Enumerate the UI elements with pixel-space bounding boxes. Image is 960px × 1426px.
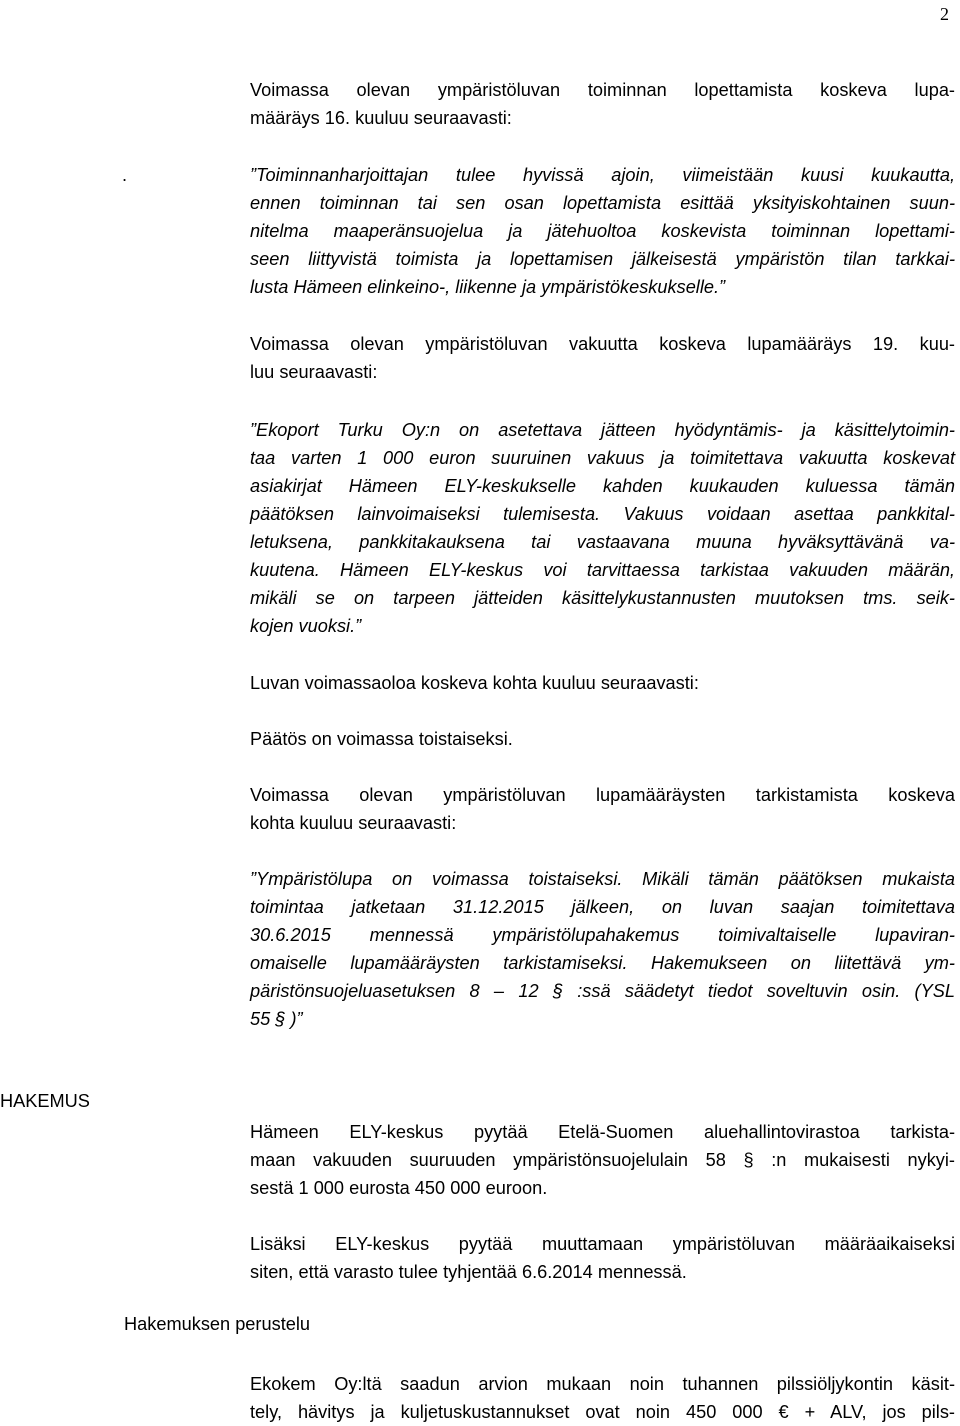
text-line: kuutena. Hämeen ELY-keskus voi tarvittaessa tarkistaa vakuuden määrän,	[250, 560, 955, 580]
text-line: Hämeen ELY-keskus pyytää Etelä-Suomen aluehallintovirastoa tarkista-	[250, 1122, 955, 1142]
text-line: letuksena, pankkitakauksena tai vastaavana muuna hyväksyttävänä va-	[250, 532, 955, 552]
text-line: ”Ympäristölupa on voimassa toistaiseksi. Mikäli tämän päätöksen mukaista	[250, 869, 955, 889]
text-line: ”Toiminnanharjoittajan tulee hyvissä ajoin, viimeistään kuusi kuukautta,	[250, 165, 955, 185]
text-line: Luvan voimassaoloa koskeva kohta kuuluu seuraavasti:	[250, 673, 699, 693]
page-number: 2	[940, 4, 949, 24]
hakemus-paragraph-2	[250, 1230, 955, 1286]
vakuus-quote	[250, 416, 955, 640]
hakemus-paragraph-1	[250, 1118, 955, 1202]
text-line: omaiselle lupamääräysten tarkistamiseksi. Hakemukseen on liitettävä ym-	[250, 953, 955, 973]
perustelu-paragraph	[250, 1370, 955, 1426]
voimassaolo-text	[250, 725, 955, 753]
text-line: tely, hävitys ja kuljetuskustannukset ovat noin 450 000 € + ALV, jos pils-	[250, 1402, 955, 1422]
text-line: Voimassa olevan ympäristöluvan toiminnan lopettamista koskeva lupa-	[250, 80, 955, 100]
text-line: siten, että varasto tulee tyhjentää 6.6.2014 mennessä.	[250, 1262, 687, 1282]
text-line: 30.6.2015 mennessä ympäristölupahakemus toimivaltaiselle lupaviran-	[250, 925, 955, 945]
text-line: lusta Hämeen elinkeino-, liikenne ja ympäristökeskukselle.”	[250, 277, 726, 297]
text-line: Lisäksi ELY-keskus pyytää muuttamaan ympäristöluvan määräaikaiseksi	[250, 1234, 955, 1254]
text-line: Voimassa olevan ympäristöluvan vakuutta koskeva lupamääräys 19. kuu-	[250, 334, 955, 354]
text-line: ”Ekoport Turku Oy:n on asetettava jätteen hyödyntämis- ja käsittelytoimin-	[250, 420, 955, 440]
text-line: Voimassa olevan ympäristöluvan lupamääräysten tarkistamista koskeva	[250, 785, 955, 805]
text-line: taa varten 1 000 euron suuruinen vakuus ja toimitettava vakuutta koskevat	[250, 448, 955, 468]
text-line: kojen vuoksi.”	[250, 616, 362, 636]
text-line: seen liittyvistä toimista ja lopettamisen jälkeisestä ympäristön tilan tarkkai-	[250, 249, 955, 269]
text-line: ennen toiminnan tai sen osan lopettamista esittää yksityiskohtainen suun-	[250, 193, 955, 213]
text-line: määräys 16. kuuluu seuraavasti:	[250, 108, 512, 128]
text-line: päätöksen lainvoimaiseksi tulemisesta. Vakuus voidaan asettaa pankkital-	[250, 504, 955, 524]
hakemus-label: HAKEMUS	[0, 1091, 90, 1111]
bullet-dot: .	[122, 165, 128, 185]
lopettaminen-quote	[250, 161, 955, 301]
text-line: luu seuraavasti:	[250, 362, 378, 382]
text-line: nitelma maaperänsuojelua ja jätehuoltoa koskevista toiminnan lopettami-	[250, 221, 955, 241]
text-line: mikäli se on tarpeen jätteiden käsittelykustannusten muutoksen tms. seik-	[250, 588, 955, 608]
tarkistus-quote	[250, 865, 955, 1033]
text-line: toimintaa jatketaan 31.12.2015 jälkeen, on luvan saajan toimitettava	[250, 897, 955, 917]
text-line: sestä 1 000 eurosta 450 000 euroon.	[250, 1178, 548, 1198]
text-line: asiakirjat Hämeen ELY-keskukselle kahden kuukauden kuluessa tämän	[250, 476, 955, 496]
voimassaolo-heading	[250, 669, 955, 697]
text-line: 55 § )”	[250, 1009, 303, 1029]
tarkistus-heading	[250, 781, 955, 837]
perustelu-label: Hakemuksen perustelu	[124, 1314, 311, 1334]
text-line: Ekokem Oy:ltä saadun arvion mukaan noin tuhannen pilssiöljykontin käsit-	[250, 1374, 955, 1394]
vakuus-heading	[250, 330, 955, 386]
text-line: maan vakuuden suuruuden ympäristönsuojelulain 58 § :n mukaisesti nykyi-	[250, 1150, 955, 1170]
text-line: Päätös on voimassa toistaiseksi.	[250, 729, 513, 749]
lopettaminen-heading	[250, 76, 955, 132]
text-line: päristönsuojeluasetuksen 8 – 12 § :ssä säädetyt tiedot soveltuvin osin. (YSL	[250, 981, 955, 1001]
text-line: kohta kuuluu seuraavasti:	[250, 813, 457, 833]
